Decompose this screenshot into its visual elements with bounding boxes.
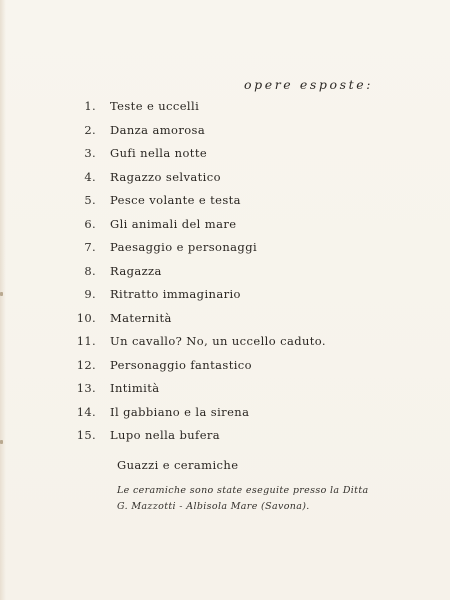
item-title: Maternità — [110, 310, 172, 325]
item-number: 15. — [76, 428, 96, 442]
item-number: 14. — [76, 404, 96, 419]
list-item — [0, 168, 450, 192]
list-heading: opere esposte: — [244, 77, 374, 92]
item-title: Intimità — [110, 381, 160, 395]
item-title: Ritratto immaginario — [110, 287, 241, 301]
item-title: Teste e uccelli — [110, 99, 200, 113]
item-number: 2. — [84, 122, 96, 137]
item-number: 11. — [76, 334, 96, 348]
item-title: Pesce volante e testa — [110, 193, 241, 207]
list-item — [0, 332, 450, 356]
section-title: Guazzi e ceramiche — [117, 458, 239, 472]
item-number: 10. — [76, 310, 96, 325]
list-item — [0, 379, 450, 403]
item-number: 4. — [84, 169, 96, 184]
item-number: 12. — [76, 357, 96, 372]
item-number: 8. — [84, 263, 96, 278]
list-item — [0, 309, 450, 333]
item-number: 3. — [84, 146, 96, 160]
item-title: Ragazzo selvatico — [110, 169, 221, 184]
item-title: Un cavallo? No, un uccello caduto. — [110, 334, 326, 348]
item-title: Il gabbiano e la sirena — [110, 404, 250, 419]
item-title: Gufi nella notte — [110, 146, 208, 160]
item-number: 9. — [84, 287, 96, 301]
list-item — [0, 262, 450, 286]
note-line: Le ceramiche sono state eseguite presso la Ditta — [117, 485, 369, 496]
item-number: 13. — [76, 381, 96, 395]
item-title: Lupo nella bufera — [110, 428, 221, 442]
list-item — [0, 97, 450, 121]
item-title: Personaggio fantastico — [110, 357, 252, 372]
list-item — [0, 215, 450, 239]
list-item — [0, 144, 450, 168]
list-item — [0, 356, 450, 380]
item-title: Paesaggio e personaggi — [110, 240, 258, 254]
note-line: G. Mazzotti - Albisola Mare (Savona). — [117, 501, 310, 512]
item-title: Ragazza — [110, 263, 162, 278]
list-item — [0, 426, 450, 450]
item-number: 7. — [84, 240, 96, 254]
works-list — [0, 97, 450, 450]
list-item — [0, 238, 450, 262]
list-item — [0, 285, 450, 309]
item-number: 1. — [84, 99, 96, 113]
item-title: Danza amorosa — [110, 122, 206, 137]
item-number: 5. — [84, 193, 96, 207]
list-item — [0, 121, 450, 145]
list-item — [0, 191, 450, 215]
item-title: Gli animali del mare — [110, 216, 237, 231]
item-number: 6. — [84, 216, 96, 231]
list-item — [0, 403, 450, 427]
ceramics-note — [117, 483, 417, 515]
